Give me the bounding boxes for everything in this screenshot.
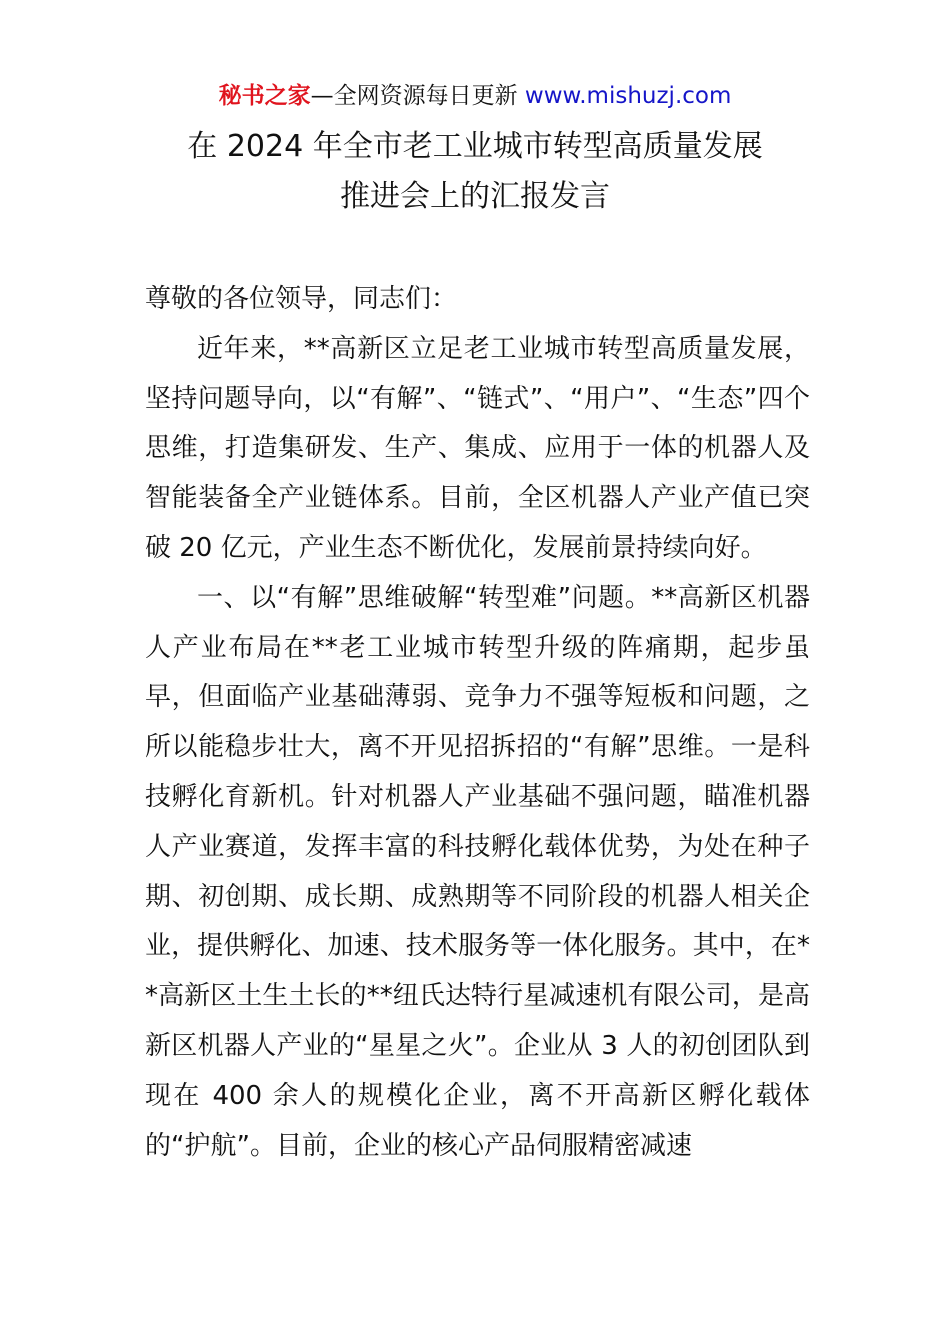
document-title-line-1: 在 2024 年全市老工业城市转型高质量发展	[187, 129, 763, 164]
header-tagline: —全网资源每日更新	[310, 83, 525, 109]
paragraph-section-1: 一、以“有解”思维破解“转型难”问题。**高新区机器人产业布局在**老工业城市转型升级的阵痛期，起步虽早，但面临产业基础薄弱、竞争力不强等短板和问题，之所以能稳步壮大，离不开见招拆招的“有解”思维。一是科技孵化育新机。针对机器人产业基础不强问题，瞄准机器人产业赛道，发挥丰富的科技孵化载体优势，为处在种子期、初创期、成长期、成熟期等不同阶段的机器人相关企业，提供孵化、加速、技术服务等一体化服务。其中，在**高新区土生土长的**纽氏达特行星减速机有限公司，是高新区机器人产业的“星星之火”。企业从 3 人的初创团队到现在 400 余人的规模化企业，离不开高新区孵化载体的“护航”。目前，企业的核心产品伺服精密减速	[145, 582, 810, 1161]
document-body	[145, 275, 810, 1171]
paragraph-intro: 近年来，**高新区立足老工业城市转型高质量发展，坚持问题导向，以“有解”、“链式”、“用户”、“生态”四个思维，打造集研发、生产、集成、应用于一体的机器人及智能装备全产业链体系。目前，全区机器人产业产值已突破 20 亿元，产业生态不断优化，发展前景持续向好。	[145, 333, 810, 563]
brand-name: 秘书之家	[218, 83, 311, 109]
site-url-link[interactable]: www.mishuzj.com	[524, 83, 732, 109]
site-header	[0, 80, 950, 112]
salutation: 尊敬的各位领导，同志们：	[145, 284, 458, 314]
document-title-line-2: 推进会上的汇报发言	[340, 179, 610, 214]
